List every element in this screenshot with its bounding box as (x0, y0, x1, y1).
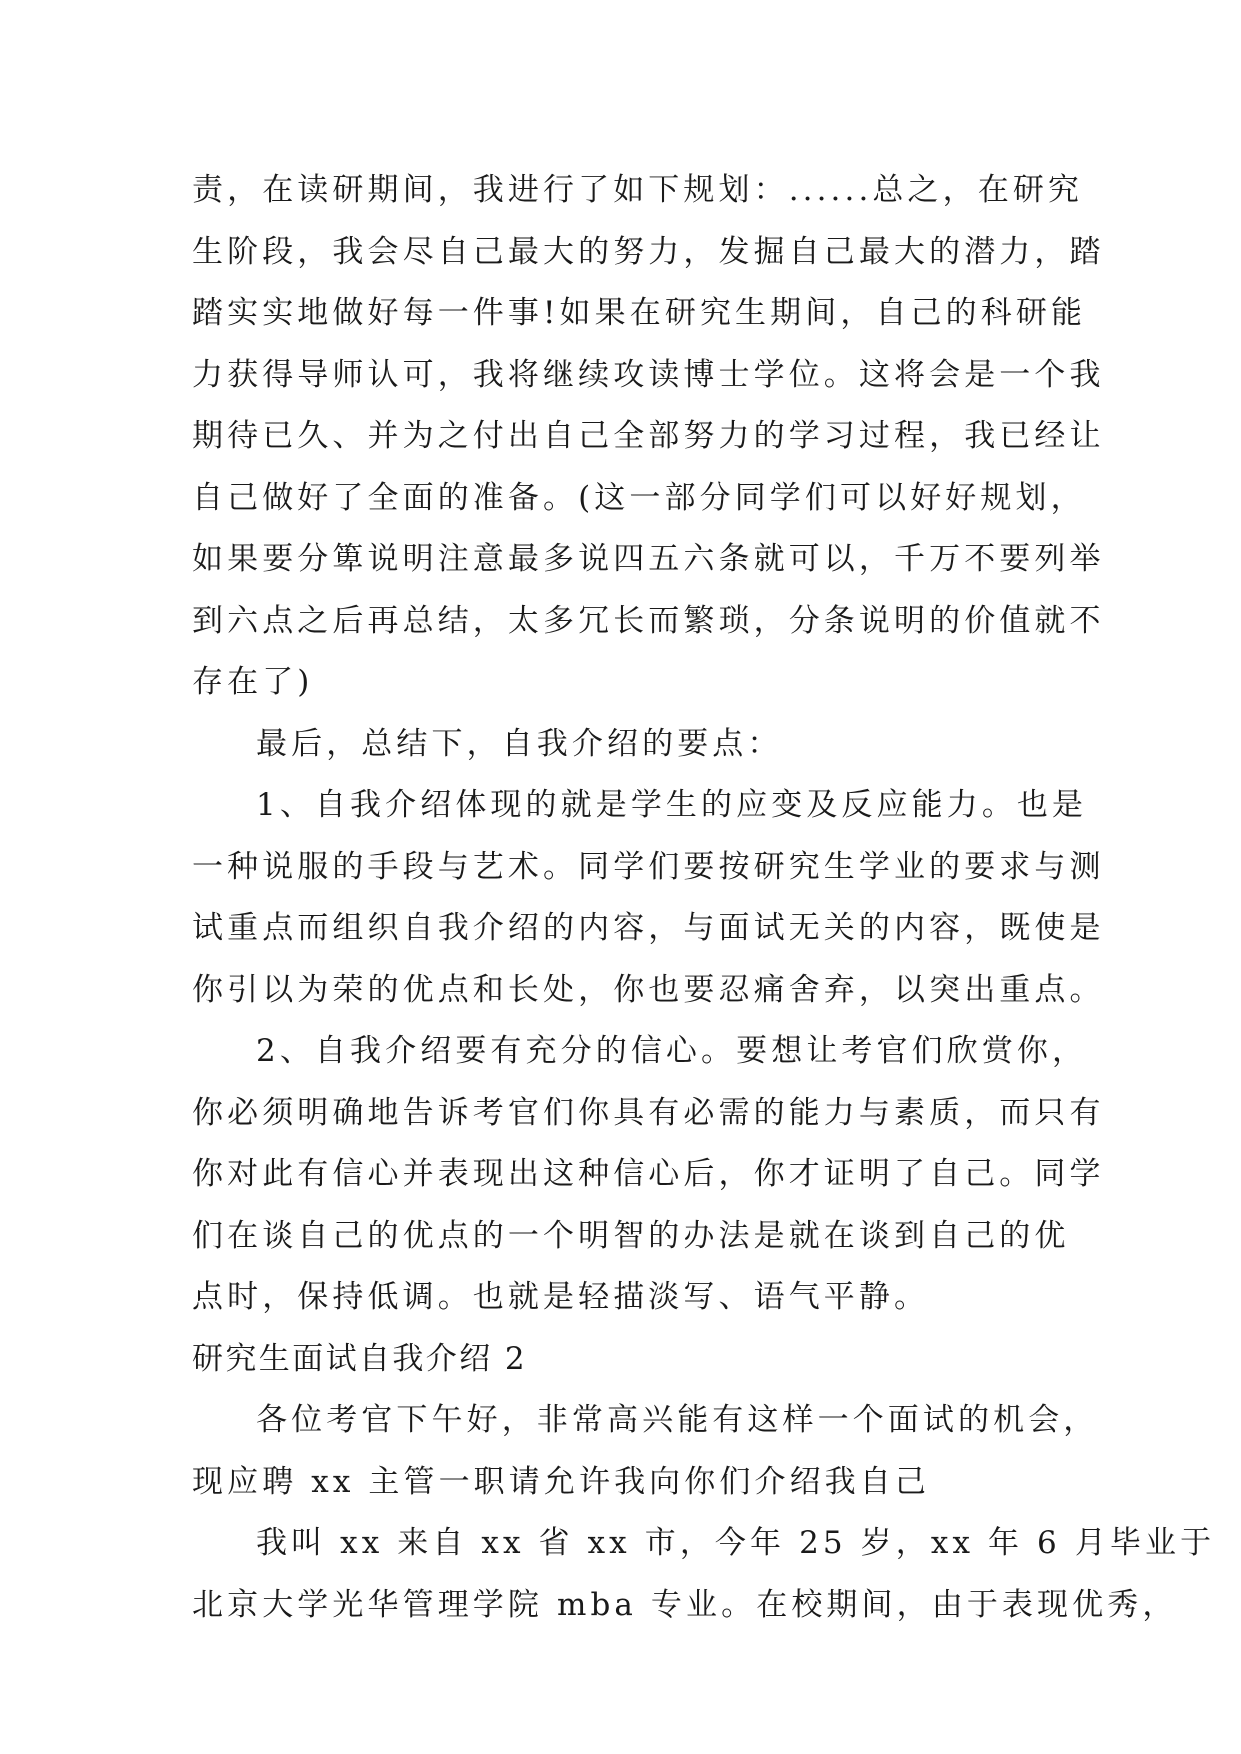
text-line: 如果要分箄说明注意最多说四五六条就可以，千万不要列举 (192, 541, 1105, 577)
text-line: 存在了) (192, 664, 314, 700)
text-line: 生阶段，我会尽自己最大的努力，发掘自己最大的潜力，踏 (192, 233, 1105, 270)
section-heading: 研究生面试自我介绍 2 (192, 1340, 527, 1377)
text-line: 一种说服的手段与艺术。同学们要按研究生学业的要求与测 (192, 848, 1105, 885)
text-line: 期待已久、并为之付出自己全部努力的学习过程，我已经让 (192, 418, 1105, 454)
text-line: 你对此有信心并表现出这种信心后，你才证明了自己。同学 (192, 1156, 1105, 1192)
text-line: 你必须明确地告诉考官们你具有必需的能力与素质，而只有 (192, 1094, 1105, 1131)
text-line: 力获得导师认可，我将继续攻读博士学位。这将会是一个我 (192, 356, 1105, 393)
text-line: 现应聘 xx 主管一职请允许我向你们介绍我自己 (192, 1463, 930, 1500)
text-line: 你引以为荣的优点和长处，你也要忍痛舍弃，以突出重点。 (192, 971, 1105, 1008)
text-line: 点时，保持低调。也就是轻描淡写、语气平静。 (192, 1279, 930, 1315)
intro-line: 我叫 xx 来自 xx 省 xx 市，今年 25 岁，xx 年 6 月毕业于 (256, 1525, 1216, 1561)
text-line: 北京大学光华管理学院 mba 专业。在校期间，由于表现优秀， (192, 1586, 1178, 1623)
body-text (192, 160, 1216, 1636)
text-line: 责，在读研期间，我进行了如下规划：......总之，在研究 (192, 172, 1084, 208)
greeting-line: 各位考官下午好，非常高兴能有这样一个面试的机会， (256, 1402, 1099, 1438)
point-2-line: 2、自我介绍要有充分的信心。要想让考官们欣赏你， (256, 1033, 1088, 1069)
text-line: 踏实实地做好每一件事!如果在研究生期间，自己的科研能 (192, 295, 1087, 331)
point-1-line: 1、自我介绍体现的就是学生的应变及反应能力。也是 (256, 787, 1088, 823)
text-line: 到六点之后再总结，太多冗长而繁琐，分条说明的价值就不 (192, 602, 1105, 639)
text-line: 试重点而组织自我介绍的内容，与面试无关的内容，既使是 (192, 910, 1105, 946)
text-line: 们在谈自己的优点的一个明智的办法是就在谈到自己的优 (192, 1217, 1070, 1254)
text-line: 自己做好了全面的准备。(这一部分同学们可以好好规划， (192, 479, 1086, 516)
summary-intro-line: 最后，总结下，自我介绍的要点： (256, 725, 783, 762)
